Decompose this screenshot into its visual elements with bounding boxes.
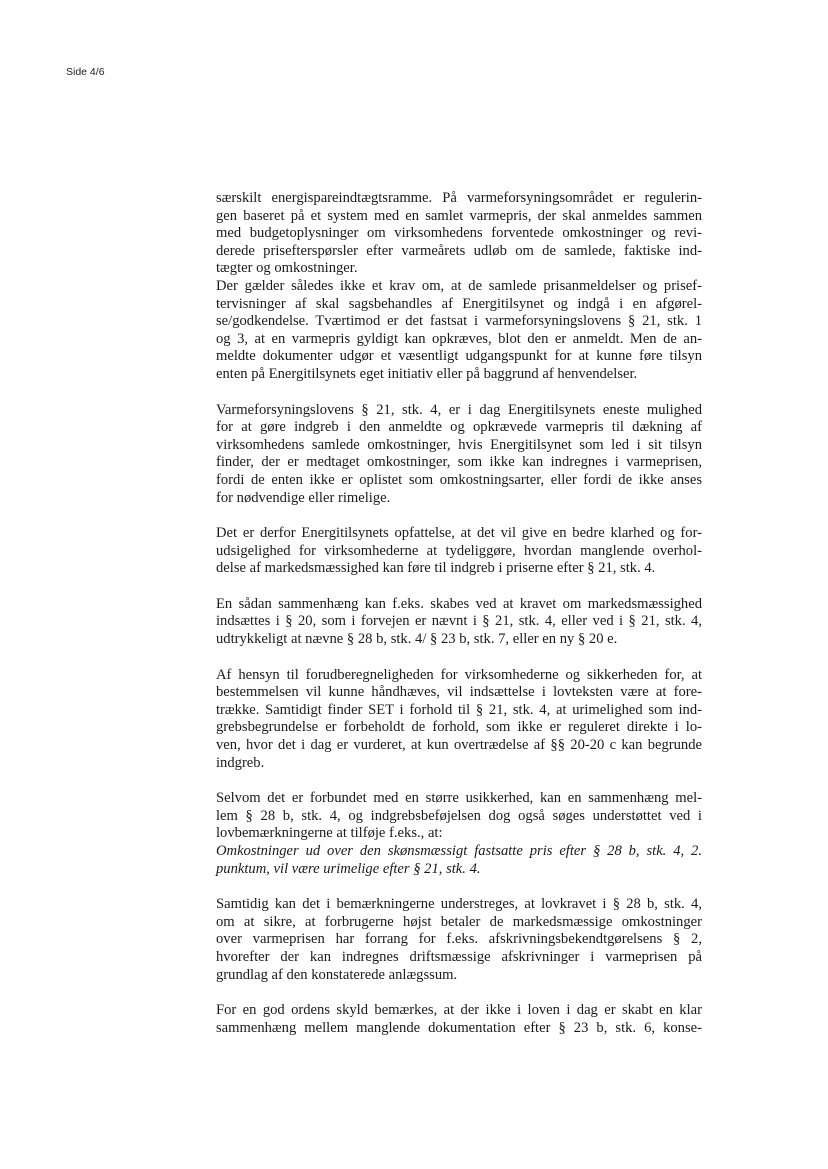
text-line: En sådan sammenhæng kan f.eks. skabes ved at kravet om markedsmæssighed	[216, 595, 702, 612]
paragraph-3	[216, 525, 702, 578]
text-line: for nødvendige eller rimelige.	[216, 489, 391, 506]
text-line: enten på Energitilsynets eget initiativ eller på baggrund af henvendelser.	[216, 365, 638, 382]
paragraph-1	[216, 190, 702, 384]
text-line: Varmeforsyningslovens § 21, stk. 4, er i dag Energitilsynets eneste mulighed	[216, 401, 702, 418]
italic-quote-line: Omkostninger ud over den skønsmæssigt fastsatte pris efter § 28 b, stk. 4, 2.	[216, 843, 702, 859]
page-number-label: Side 4/6	[66, 66, 105, 78]
text-line: gen baseret på et system med en samlet varmepris, der skal anmeldes sammen	[216, 207, 702, 224]
text-line: med budgetoplysninger om virksomhedens forventede omkostninger og revi-	[216, 225, 702, 242]
text-line: hvorefter der kan indregnes driftsmæssige afskrivninger i varmeprisen på	[216, 948, 702, 965]
text-line: grebsbegrundelse er forbeholdt de forhold, som ikke er reguleret direkte i lo-	[216, 719, 702, 736]
paragraph-6	[216, 790, 702, 878]
paragraph-5	[216, 667, 702, 773]
text-line: indgreb.	[216, 754, 265, 771]
text-line: Samtidig kan det i bemærkningerne understreges, at lovkravet i § 28 b, stk. 4,	[216, 896, 702, 913]
text-line: Der gælder således ikke et krav om, at de samlede prisanmeldelser og prisef-	[216, 277, 702, 294]
text-line: For en god ordens skyld bemærkes, at der ikke i loven i dag er skabt en klar	[216, 1002, 702, 1019]
text-line: Det er derfor Energitilsynets opfattelse, at det vil give en bedre klarhed og for-	[216, 525, 702, 542]
text-line: meldte dokumenter udgør et væsentligt udgangspunkt for at kunne føre tilsyn	[216, 348, 702, 365]
text-line: virksomhedens samlede omkostninger, hvis Energitilsynet som led i sit tilsyn	[216, 436, 702, 453]
text-line: ven, hvor det i dag er vurderet, at kun overtrædelse af §§ 20-20 c kan begrunde	[216, 737, 702, 754]
paragraph-8	[216, 1002, 702, 1037]
text-line: udtrykkeligt at nævne § 28 b, stk. 4/ § 23 b, stk. 7, eller en ny § 20 e.	[216, 631, 618, 648]
text-line: fordi de enten ikke er oplistet som omkostningsarter, eller fordi de ikke anses	[216, 471, 702, 488]
text-line: særskilt energispareindtægtsramme. På varmeforsyningsområdet er regulerin-	[216, 190, 702, 206]
text-line: trække. Samtidigt finder SET i forhold til § 21, stk. 4, at urimelighed som ind-	[216, 701, 702, 718]
text-line: udsigelighed for virksomhederne at tydeliggøre, hvordan manglende overhol-	[216, 542, 702, 559]
text-line: om at sikre, at forbrugerne højst betaler de markedsmæssige omkostninger	[216, 913, 702, 930]
text-line: for at gøre indgreb i den anmeldte og opkrævede varmepris til dækning af	[216, 419, 702, 436]
text-line: tervisninger af skal sagsbehandles af Energitilsynet og indgå i en afgørel-	[216, 295, 702, 312]
text-line: Selvom det er forbundet med en større usikkerhed, kan en sammenhæng mel-	[216, 790, 702, 807]
text-line: tægter og omkostninger.	[216, 260, 358, 277]
text-line: indsættes i § 20, som i forvejen er nævnt i § 21, stk. 4, eller ved i § 21, stk. 4,	[216, 613, 702, 630]
text-line: over varmeprisen har forrang for f.eks. afskrivningsbekendtgørelsens § 2,	[216, 931, 702, 948]
text-line: grundlag af den konstaterede anlægssum.	[216, 966, 458, 983]
paragraph-7	[216, 896, 702, 984]
text-line: sammenhæng mellem manglende dokumentation efter § 23 b, stk. 6, konse-	[216, 1019, 702, 1036]
text-line: delse af markedsmæssighed kan føre til indgreb i priserne efter § 21, stk. 4.	[216, 560, 656, 577]
text-line: derede prisefterspørsler efter varmeårets udløb om de samlede, faktiske ind-	[216, 242, 702, 259]
text-line: lovbemærkningerne at tilføje f.eks., at:	[216, 825, 443, 842]
text-line: se/godkendelse. Tværtimod er det fastsat i varmeforsyningslovens § 21, stk. 1	[216, 313, 702, 330]
text-line: og 3, at en varmepris gyldigt kan opkræves, blot den er anmeldt. Men de an-	[216, 330, 702, 347]
document-body	[216, 190, 702, 1055]
italic-quote-line: punktum, vil være urimelige efter § 21, stk. 4.	[216, 860, 481, 877]
text-line: finder, der er medtaget omkostninger, som ikke kan indregnes i varmeprisen,	[216, 454, 702, 471]
text-line: bestemmelsen vil kunne håndhæves, vil indsættelse i lovteksten være at fore-	[216, 684, 702, 701]
paragraph-2	[216, 402, 702, 508]
text-line: lem § 28 b, stk. 4, og indgrebsbeføjelsen dog også søges understøttet ved i	[216, 807, 702, 824]
text-line: Af hensyn til forudberegneligheden for virksomhederne og sikkerheden for, at	[216, 666, 702, 683]
paragraph-4	[216, 596, 702, 649]
